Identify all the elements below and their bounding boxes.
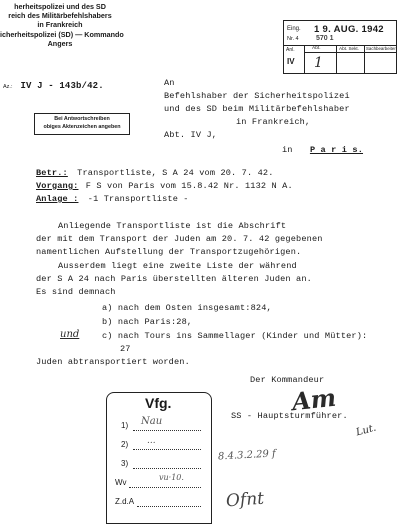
body-item-c-number: 27 xyxy=(120,344,131,354)
subject-anlage xyxy=(36,194,189,204)
vfg-row-1: 1) xyxy=(121,421,129,430)
vfg-wv: Wv xyxy=(115,478,127,487)
body-p1-line-1: Anliegende Transportliste ist die Abschrift xyxy=(58,221,287,231)
stamp-eing: Eing. xyxy=(287,26,301,32)
reply-line-1: Bei Antwortschreiben xyxy=(54,116,110,122)
stamp-col-3: Sachbearbeiter xyxy=(366,46,396,51)
vorgang-label: Vorgang: xyxy=(36,181,79,191)
stamp-nr-value: 570 1 xyxy=(316,35,334,42)
anlage-text: -1 Transportliste - xyxy=(87,194,189,204)
recipient-line-4: in Frankreich, xyxy=(236,117,311,127)
stamp-hand-mark: 1 xyxy=(314,55,323,71)
signature-rank: SS - Hauptsturmführer. xyxy=(231,411,348,421)
stamp-anl-label: Anl. xyxy=(286,47,295,53)
vfg-zda: Z.d.A xyxy=(115,497,135,506)
vfg-row-2: 2) xyxy=(121,440,129,449)
subject-betr xyxy=(36,168,274,178)
signature-scrawl: Am xyxy=(290,382,338,417)
stamp-col-2: Abt. Sekt. xyxy=(339,46,359,51)
issuer-line-5: Angers xyxy=(47,38,73,48)
stamp-ref: IV xyxy=(287,57,295,66)
vfg-scribble-1: Nau xyxy=(141,416,163,427)
body-item-c: c) nach Tours ins Sammellager (Kinder und Mütter): xyxy=(102,331,368,341)
recipient-an: An xyxy=(164,78,175,88)
issuer-line-4: icherheitspolizei (SD) — Kommando xyxy=(0,29,124,39)
recipient-line-5: Abt. IV J, xyxy=(164,130,218,140)
body-item-b: b) nach Paris:28, xyxy=(102,317,193,327)
reference-line xyxy=(3,75,104,93)
body-p2-line-1: Ausserdem liegt eine zweite Liste der während xyxy=(58,261,297,271)
stamp-date: 1 9. AUG. 1942 xyxy=(314,24,384,35)
recipient-city: P a r i s. xyxy=(309,145,364,155)
body-closing: Juden abtransportiert worden. xyxy=(36,357,190,367)
vfg-scribble-4: vu·10. xyxy=(159,473,184,482)
vfg-row-3: 3) xyxy=(121,459,129,468)
body-item-c-hand: und xyxy=(60,329,80,340)
issuer-header xyxy=(0,2,124,48)
issuer-line-2: reich des Militärbefehlshabers xyxy=(8,11,112,21)
body-p2-line-3: Es sind demnach xyxy=(36,287,116,297)
recipient-line-2: Befehlshaber der Sicherheitspolizei xyxy=(164,91,350,101)
body-item-a: a) nach dem Osten insgesamt:824, xyxy=(102,303,272,313)
vfg-scribble-2: ... xyxy=(147,436,156,446)
stamp-nr-label: Nr. 4 xyxy=(287,36,299,42)
margin-scrawl: Ofnt xyxy=(225,488,265,512)
reference-prefix: Az.: xyxy=(3,84,13,90)
vfg-scribble-3: 8.4.3.2.29 f xyxy=(217,448,277,463)
body-p1-line-3: namentlichen Aufstellung der Transportzugehörigen. xyxy=(36,247,302,257)
signature-title: Der Kommandeur xyxy=(250,375,325,385)
vfg-title: Vfg. xyxy=(145,395,172,411)
signature-initials: Lut. xyxy=(354,422,378,439)
recipient-line-3: und des SD beim Militärbefehlshaber xyxy=(164,104,350,114)
betr-label: Betr.: xyxy=(36,168,68,178)
issuer-line-3: in Frankreich xyxy=(37,20,83,30)
stamp-col-1: Abt. xyxy=(312,46,321,51)
anlage-label: Anlage : xyxy=(36,194,79,204)
body-p1-line-2: der mit dem Transport der Juden am 20. 7. 42 gegebenen xyxy=(36,234,323,244)
subject-vorgang xyxy=(36,181,293,191)
entry-stamp xyxy=(283,20,397,74)
betr-text: Transportliste, S A 24 vom 20. 7. 42. xyxy=(77,168,274,178)
reply-instruction-box xyxy=(34,113,130,135)
reply-line-2: obiges Aktenzeichen angeben xyxy=(43,124,121,130)
vorgang-text: F S von Paris vom 15.8.42 Nr. 1132 N A. xyxy=(85,181,293,191)
recipient-city-prefix: in xyxy=(282,145,293,155)
recipient-city-line xyxy=(282,145,363,155)
issuer-line-1: herheitspolizei und des SD xyxy=(14,2,106,11)
vfg-stamp xyxy=(106,392,212,524)
body-p2-line-2: der S A 24 nach Paris überstellten älteren Juden an. xyxy=(36,274,312,284)
reference-number: IV J - 143b/42. xyxy=(20,81,104,91)
